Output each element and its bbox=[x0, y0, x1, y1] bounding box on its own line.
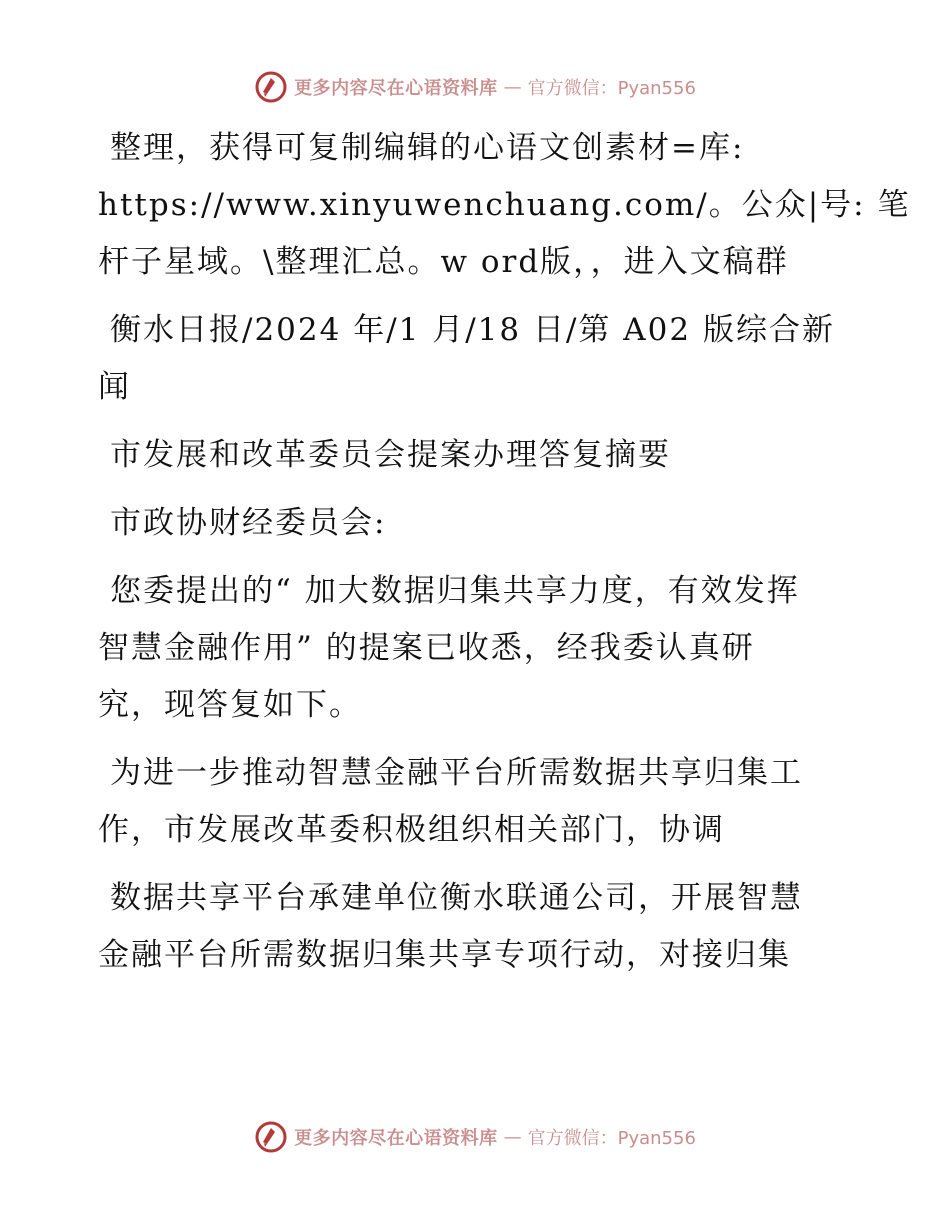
intro-line-2: https://www.xinyuwenchuang.com/。公众|号: 笔 bbox=[98, 187, 911, 223]
paragraph-action bbox=[98, 745, 858, 859]
intro-line-1: 整理，获得可复制编辑的心语文创素材=库: bbox=[110, 130, 745, 166]
reply-line-3: 究，现答复如下。 bbox=[98, 687, 362, 723]
document-body bbox=[98, 120, 911, 995]
salutation: 市政协财经委员会: bbox=[110, 505, 387, 541]
action-line-1: 为进一步推动智慧金融平台所需数据共享归集工 bbox=[110, 755, 803, 791]
intro-line-3: 杆子星域。\整理汇总。w ord版，，进入文稿群 bbox=[98, 244, 789, 280]
paragraph-salutation bbox=[98, 495, 858, 552]
platform-line-2: 金融平台所需数据归集共享专项行动，对接归集 bbox=[98, 937, 791, 973]
paragraph-source bbox=[98, 302, 858, 416]
header-slogan: 更多内容尽在心语资料库 bbox=[294, 78, 498, 99]
footer-slogan: 更多内容尽在心语资料库 bbox=[294, 1128, 498, 1149]
brand-logo-icon bbox=[254, 70, 288, 104]
paragraph-intro bbox=[98, 120, 911, 291]
header-banner bbox=[0, 70, 950, 104]
platform-line-1: 数据共享平台承建单位衡水联通公司，开展智慧 bbox=[110, 880, 803, 916]
footer-wechat: 官方微信：Pyan556 bbox=[527, 1128, 696, 1149]
reply-line-1: 您委提出的“ 加大数据归集共享力度，有效发挥 bbox=[110, 573, 800, 609]
action-line-2: 作，市发展改革委积极组织相关部门，协调 bbox=[98, 812, 725, 848]
footer-banner bbox=[0, 1120, 950, 1154]
reply-line-2: 智慧金融作用” 的提案已收悉，经我委认真研 bbox=[98, 630, 755, 666]
paragraph-title bbox=[98, 427, 858, 484]
footer-dash: — bbox=[503, 1126, 522, 1148]
header-dash: — bbox=[503, 76, 522, 98]
source-line-1: 衡水日报/2024 年/1 月/18 日/第 A02 版综合新 bbox=[110, 312, 835, 348]
document-title: 市发展和改革委员会提案办理答复摘要 bbox=[110, 437, 671, 473]
header-wechat: 官方微信：Pyan556 bbox=[527, 78, 696, 99]
source-line-2: 闻 bbox=[98, 369, 131, 405]
paragraph-reply bbox=[98, 563, 858, 734]
brand-logo-icon bbox=[254, 1120, 288, 1154]
paragraph-platform bbox=[98, 870, 858, 984]
